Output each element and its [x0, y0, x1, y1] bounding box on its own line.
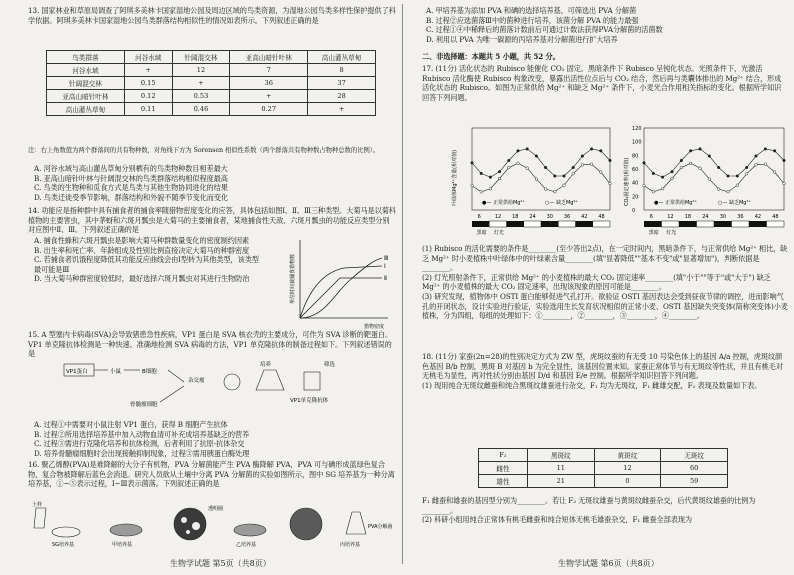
- q13-note: [28, 146, 396, 155]
- q13-cell: +: [308, 103, 376, 116]
- q14-curve-label-3: Ⅲ: [384, 255, 389, 262]
- series-marker: [554, 175, 557, 178]
- q14-curve-2: [300, 278, 382, 318]
- q15-flow-bcell: B细胞: [142, 369, 157, 375]
- series-marker: [671, 177, 674, 180]
- q13-header-3: 亚高山暗针叶林: [230, 51, 308, 64]
- question-13: [28, 6, 396, 25]
- q16-figure: [30, 500, 393, 550]
- q16-options: [426, 6, 788, 44]
- q15-option-d: D. 培养骨髓瘤细胞时会出现接触抑制现象，过程③需用胰蛋白酶处理: [34, 448, 250, 458]
- q13-cell: 36: [230, 77, 308, 90]
- light-period-bar: [697, 221, 715, 227]
- series-marker: [517, 162, 520, 165]
- table-row: [47, 77, 376, 90]
- series-marker: [563, 184, 566, 187]
- q13-cell: 12: [172, 64, 230, 77]
- series-marker: [783, 159, 786, 162]
- x-tick-label: 36: [563, 214, 571, 220]
- light-period-bar: [558, 221, 575, 227]
- series-marker: [535, 178, 538, 181]
- q15-dish-icon: [224, 374, 240, 390]
- q15-flow-mouse: 小鼠: [110, 369, 122, 375]
- question-17: [422, 64, 788, 102]
- q16-label-halo: 透明圈: [208, 506, 224, 512]
- q13-header-2: 针阔混交林: [172, 51, 230, 64]
- plot-frame: [644, 128, 784, 210]
- series-marker: [600, 171, 603, 174]
- q15-option-a: A. 过程①中需要对小鼠注射 VP1 蛋白，获得 B 细胞产生抗体: [34, 420, 228, 429]
- plot-frame: [472, 128, 610, 210]
- q14-option-d: D. 当大菊马种群密度较低时，最好选择六斑月瓢虫对其进行生物防治: [34, 274, 250, 284]
- q15-flow-myeloma: 骨髓瘤细胞: [130, 402, 158, 408]
- light-label: 灯光: [493, 230, 504, 236]
- q18-header-1: 黑斑纹: [527, 449, 594, 462]
- q14-curve-1: [300, 266, 382, 318]
- series-marker: [773, 150, 776, 153]
- series-marker: [581, 164, 584, 167]
- x-tick-label: 18: [512, 214, 519, 220]
- q15-tube-icon: [304, 372, 320, 390]
- q13-options: [34, 164, 396, 202]
- series-marker: [498, 177, 501, 180]
- q13-cell: 0.46: [172, 103, 230, 116]
- q18-cell: 雌性: [479, 462, 528, 475]
- q13-stem: 13. 国家林业和草原局调查了阿琪多美林卡国家湿地公园及周边区域的鸟类资源，为湿地公园鸟类多样性保护提供了科学依据。阿琪多美林卡国家湿地公园鸟类群落结构相似性的情况如表所示。下列叙述正确的是: [28, 6, 396, 25]
- series-marker: [480, 172, 483, 175]
- question-15: [28, 330, 396, 359]
- q18-cell: 0: [594, 475, 661, 488]
- light-period-bar: [489, 221, 506, 227]
- series-marker: [773, 171, 776, 174]
- q13-option-b: B. 亚高山暗针叶林与针阔混交林的鸟类群落结构相似程度最高: [34, 173, 228, 183]
- y-tick-label: 20: [632, 194, 639, 201]
- q13-cell: 0.11: [124, 103, 172, 116]
- x-tick-label: 12: [494, 214, 502, 220]
- q18-cell: 60: [661, 462, 728, 475]
- q14-curve-label-2: Ⅱ: [384, 275, 387, 282]
- x-tick-label: 24: [529, 214, 536, 220]
- q17-mg-content-chart: [448, 122, 616, 240]
- series-marker: [736, 175, 739, 178]
- q18-cell: 59: [661, 475, 728, 488]
- series-marker: [572, 172, 575, 175]
- series-marker: [581, 155, 584, 158]
- q13-table: [46, 50, 376, 116]
- q16-label-soil: 土样: [32, 502, 43, 508]
- dark-period-bar: [576, 221, 593, 227]
- q14-option-c: C. 若捕食者饥饿程度降低其功能反应曲线会由Ⅰ型转为其他类型，该类型最可能是Ⅲ: [34, 255, 259, 274]
- series-marker: [590, 163, 593, 166]
- dark-period-bar: [644, 221, 662, 227]
- q15-options: [34, 420, 396, 458]
- series-marker: [755, 155, 758, 158]
- y-tick-label: 100: [632, 139, 642, 146]
- question-18: [422, 352, 788, 390]
- light-label: 灯光: [666, 230, 677, 236]
- series-marker: [671, 170, 674, 173]
- series-marker: [745, 166, 748, 169]
- q13-cell: 0.12: [124, 90, 172, 103]
- x-tick-label: 42: [754, 214, 762, 220]
- series-marker: [498, 170, 501, 173]
- q16-yi-dish-icon: [234, 524, 266, 536]
- q18-header-2: 黄斑纹: [594, 449, 661, 462]
- q18-sub-1b: F₁ 雌蚕和雄蚕的基因型分别为________。若让 F₂ 无斑纹雄蚕与黄斑纹雌蚕杂交，后代黄斑纹雄蚕的比例为________。: [422, 496, 756, 515]
- q16-stem: 16. 聚乙烯醇(PVA)是难降解的大分子有机物，PVA 分解菌能产生 PVA 酶降解 PVA，PVA 可与碘形成蓝绿色复合物，复合物被降解后蓝色会消退。研究人员欲从土壤中分离 PVA 分解菌的实验如图所示，图中 SG 培养基为一种分离培养基，①~⑤表示过程，Ⅰ~Ⅲ表示菌落。下列叙述正确的是: [28, 460, 395, 489]
- series-marker: [572, 166, 575, 169]
- light-period-bar: [767, 221, 785, 227]
- series-marker: [745, 172, 748, 175]
- series-marker: [661, 187, 664, 190]
- series-marker: [699, 148, 702, 151]
- series-marker: [755, 164, 758, 167]
- x-tick-label: 6: [649, 214, 653, 220]
- series-marker: [508, 159, 511, 162]
- q14-option-a: A. 捕食性蜂和六斑月瓢虫是影响大菊马种群数量变化的密度制约因素: [34, 236, 250, 245]
- series-marker: [717, 188, 720, 191]
- q16-option-a: A. 甲培养基为添加 PVA 和碘的选择培养基，可筛选出 PVA 分解菌: [426, 6, 637, 15]
- q18-header-3: 无斑纹: [661, 449, 728, 462]
- q15-flow-hybridoma: 杂交瘤: [188, 378, 205, 384]
- series-marker: [471, 184, 474, 187]
- dark-label: 黑暗: [476, 230, 487, 236]
- q17-co2-fixation-chart: [620, 122, 790, 240]
- q13-cell: 37: [308, 77, 376, 90]
- series-marker: [764, 163, 767, 166]
- series-line: [644, 163, 784, 192]
- q13-cell: 7: [230, 64, 308, 77]
- series-marker: [680, 166, 683, 169]
- series-marker: [563, 175, 566, 178]
- q15-stem: 15. A 型塞内卡病毒(SVA)会导致猪患急性疾病，VP1 蛋白是 SVA 核衣壳的主要成分，可作为 SVA 诊断的靶蛋白。VP1 单克隆抗体检测是一种快速、准确地检测 SVA 病毒的方法，VP1 单克隆抗体的制备过程如下。下列叙述错误的是: [28, 330, 393, 359]
- series-marker: [535, 155, 538, 158]
- q18-table: [478, 448, 728, 488]
- legend-normal: ●— 正常供给Mg²⁺: [654, 200, 698, 206]
- series-marker: [526, 148, 529, 151]
- series-marker: [727, 190, 730, 193]
- x-tick-label: 48: [598, 214, 605, 220]
- y-tick-label: 80: [632, 153, 639, 160]
- q15-flow-culture: 培养: [260, 362, 272, 368]
- q16-plate2-icon: [290, 508, 322, 540]
- q15-flow-antibody: VP1单克隆抗体: [290, 398, 329, 404]
- y-tick-label: 40: [632, 180, 639, 187]
- q13-cell: +: [172, 77, 230, 90]
- q15-flask-icon: [256, 370, 284, 390]
- q17-sub-1: (1) Rubisco 的活化需要的条件是________(至少答出2点)，在一定时间内，黑暗条件下，与正常供给 Mg²⁺ 相比，缺乏 Mg²⁺ 时小麦植株中叶绿体中的叶绿素含量________(填"显著降低""基本不变"或"显著增加")，判断依据是________。: [422, 244, 788, 273]
- series-marker: [600, 150, 603, 153]
- q13-cell: 28: [308, 90, 376, 103]
- series-marker: [717, 166, 720, 169]
- q18-cell: 21: [527, 475, 594, 488]
- series-marker: [708, 178, 711, 181]
- q13-cell: +: [230, 90, 308, 103]
- table-row: [47, 90, 376, 103]
- q17-sub-3: (3) 研究发现，植物体中 OSTI 蛋白能够促进气孔打开。欲验证 OSTI 基因表达会受到昼夜节律的调控，进而影响气孔的开闭状态，设计实验进行验证，实验选用生长发育状况相似的正常小麦、OSTI 基因缺失突变体(简称突变体)小麦植株，分为四组，每组的处理如下：①________，②________，③________，④________。: [422, 291, 788, 321]
- right-footer: 生物学试题 第6页（共8页）: [558, 559, 659, 568]
- q13-cell: 河谷水域: [47, 64, 125, 77]
- q13-header-1: 河谷水域: [124, 51, 172, 64]
- left-footer: 生物学试题 第5页（共8页）: [170, 559, 271, 568]
- series-marker: [544, 188, 547, 191]
- dark-period-bar: [472, 221, 489, 227]
- series-marker: [764, 148, 767, 151]
- q13-option-a: A. 河谷水域与高山灌丛草甸分别栖有的鸟类物种数目相差最大: [34, 164, 228, 173]
- table-row: [47, 103, 376, 116]
- q16-option-d: D. 利用以 PVA 为唯一碳源的丙培养基对分解菌进行扩大培养: [426, 34, 618, 44]
- right-page: [408, 0, 794, 575]
- q16-option-b: B. 过程②应选菌落Ⅲ中的菌种进行培养，该菌分解 PVA 的能力最强: [426, 15, 639, 25]
- series-marker: [699, 167, 702, 170]
- legend-deficient: ○— 缺乏Mg²⁺: [545, 200, 579, 206]
- q14-response-chart: [284, 234, 396, 334]
- y-tick-label: 0: [632, 208, 636, 214]
- dark-period-bar: [679, 221, 697, 227]
- q18-cell: 12: [594, 462, 661, 475]
- x-tick-label: 24: [702, 214, 709, 220]
- x-tick-label: 30: [719, 214, 727, 220]
- q14-x-label: 猎物密度: [364, 324, 385, 330]
- q17-stem: 17. (11分) 活化状态的 Rubisco 能催化 CO₂ 固定。黑暗条件下 Rubisco 呈钝化状态。光照条件下，光激活 Rubisco 活化酶使 Rubisco 构象改变，暴露出活性位点后与 CO₂ 结合，然后再与类囊体排出的 Mg²⁺ 结合，形成活化状态的 Rubisco。如图为正常供给 Mg²⁺ 和缺乏 Mg²⁺ 条件下，小麦光合作用相关指标的变化。根据所学知识回答下列问题。: [422, 64, 782, 102]
- q16-bing-flask-icon: [346, 512, 366, 534]
- q17-subquestions: [422, 244, 788, 321]
- light-period-bar: [732, 221, 750, 227]
- y-tick-label: 60: [632, 167, 639, 173]
- q13-cell: 0.53: [172, 90, 230, 103]
- q16-label-jia: 甲培养基: [112, 542, 133, 548]
- series-marker: [689, 162, 692, 165]
- light-period-bar: [593, 221, 610, 227]
- q16-option-c: C. 过程①④中稀释后的菌落计数前后可通过计数法获得PVA分解菌的活菌数: [426, 25, 663, 35]
- q18-sub-2: (2) 科研小组用纯合正常体有桃毛雌蚕和纯合短体无桃毛雄蚕杂交，F₁ 雌蚕全部表现为: [422, 515, 692, 525]
- q17-sub-2: (2) 灯光照射条件下，正常供给 Mg²⁺ 的小麦植株的最大 CO₂ 固定速率________(填"小于""等于"或"大于") 缺乏 Mg²⁺ 的小麦植株的最大 CO₂ 固定速率，出现该现象的原因可能是________。: [422, 272, 771, 292]
- dark-label: 黑暗: [648, 230, 659, 236]
- q14-option-b: B. 出生率和死亡率、年龄组成及性别比例直接决定大菊马的种群密度: [34, 245, 250, 255]
- q13-cell: +: [124, 64, 172, 77]
- q13-cell: 8: [308, 64, 376, 77]
- light-period-bar: [662, 221, 680, 227]
- q16-soil-tube-icon: [34, 508, 46, 528]
- series-marker: [783, 182, 786, 185]
- dark-period-bar: [749, 221, 767, 227]
- y-tick-label: 120: [632, 126, 642, 132]
- series-marker: [736, 184, 739, 187]
- q16-label-pva: PVA分解菌: [368, 524, 393, 530]
- section-heading: 二、非选择题：本题共 5 小题，共 52 分。: [422, 52, 560, 61]
- q16-label-yi: 乙培养基: [236, 542, 257, 548]
- series-marker: [609, 182, 612, 185]
- series-marker: [643, 162, 646, 165]
- dark-period-bar: [714, 221, 732, 227]
- series-marker: [526, 167, 529, 170]
- series-line: [472, 149, 610, 177]
- x-tick-label: 42: [581, 214, 588, 220]
- series-marker: [480, 191, 483, 194]
- q15-option-c: C. 过程③需进行克隆化培养和抗体检测，后者利用了抗原-抗体杂交: [34, 439, 245, 449]
- q14-y-label: 单位时间被捕食猎物数: [290, 253, 296, 304]
- series-line: [644, 149, 784, 177]
- q14-options: [34, 236, 264, 284]
- x-tick-label: 30: [546, 214, 553, 220]
- q13-cell: 高山灌丛草甸: [47, 103, 125, 116]
- q13-note-text: 注：右上角数值为两个群落间的共有物种数，对角线下方为 Sorensen 相似性系数（两个群落共有物种数占物种总数的比例）。: [28, 146, 380, 154]
- legend-normal: ●— 正常供给Mg²⁺: [482, 200, 526, 206]
- dark-period-bar: [541, 221, 558, 227]
- series-marker: [544, 166, 547, 169]
- q18-continued: [422, 496, 788, 525]
- q13-cell: 0.15: [124, 77, 172, 90]
- series-marker: [590, 148, 593, 151]
- q15-flow-screen: 筛选: [324, 362, 336, 368]
- series-marker: [643, 184, 646, 187]
- series-marker: [689, 150, 692, 153]
- table-row: [479, 462, 728, 475]
- series-marker: [489, 176, 492, 179]
- x-tick-label: 12: [667, 214, 674, 220]
- q18-sub-1: (1) 现用纯合无斑纹雌蚕和纯合黑斑纹雄蚕进行杂交，F₁ 均为无斑纹，F₁ 雌雄交配，F₂ 表现及数量如下表。: [422, 380, 762, 390]
- series-marker: [661, 176, 664, 179]
- q18-cell: 11: [527, 462, 594, 475]
- q16-colony-plate-icon: [174, 508, 206, 540]
- q14-curve-label-1: Ⅰ: [384, 263, 386, 270]
- y-axis-label: CO₂固定速率(相对值): [624, 157, 630, 206]
- q13-header-4: 高山灌丛草甸: [308, 51, 376, 64]
- legend-deficient: ○— 缺乏Mg²⁺: [718, 200, 752, 206]
- q16-label-bing: 丙培养基: [340, 542, 361, 548]
- q16-label-sg: SG培养基: [52, 542, 75, 548]
- q13-option-d: D. 鸟类迁徙受季节影响，群落结构和外貌不随季节变化而变化: [34, 192, 229, 202]
- series-marker: [554, 190, 557, 193]
- series-marker: [489, 187, 492, 190]
- question-14: [28, 206, 396, 235]
- q13-cell: 亚高山暗针叶林: [47, 90, 125, 103]
- series-line: [472, 163, 610, 192]
- series-marker: [652, 191, 655, 194]
- x-tick-label: 36: [737, 214, 744, 220]
- light-period-bar: [524, 221, 541, 227]
- q18-stem: 18. (11分) 家蚕(2n=28)的性别决定方式为 ZW 型，虎斑纹蚕的有无受 10 号染色体上的基因 A/a 控制，虎斑纹颜色基因 B/b 控制，黑斑 B 对基因 b 为完全显性，该基因位置未知。家蚕正常体节与有无斑纹等性状，并且有桃毛对无桃毛为显性，两对性状分别由基因 D/d 和基因 E/e 控制。根据所学知识回答下列问题。: [422, 352, 783, 381]
- series-marker: [517, 150, 520, 153]
- q18-cell: 雄性: [479, 475, 528, 488]
- series-marker: [508, 166, 511, 169]
- q13-cell: 0.27: [230, 103, 308, 116]
- question-16: [28, 460, 396, 489]
- series-marker: [727, 175, 730, 178]
- table-row: [47, 64, 376, 77]
- q14-stem: 14. 功能应是指种群中具有捕食者的捕食率随猎物密度变化的应答，具体包括如图Ⅰ、Ⅱ、Ⅲ三种类型。大菊马是以菊科植物的主要害虫，其中茅蚜和六斑月瓢虫是大菊马的主要捕食者，某地捕食性天敌、六斑月瓢虫的功能反应类型分别对应图中Ⅱ、Ⅲ。下列叙述正确的是: [28, 206, 396, 235]
- series-marker: [680, 159, 683, 162]
- q16-jia-dish-icon: [110, 524, 142, 536]
- q15-flowchart: [60, 358, 390, 418]
- series-marker: [652, 172, 655, 175]
- x-tick-label: 18: [684, 214, 692, 220]
- y-axis-label: 叶绿体Mg²⁺含量(相对值): [452, 149, 458, 206]
- q18-header-0: F₂: [479, 449, 528, 462]
- q13-cell: 针阔混交林: [47, 77, 125, 90]
- series-marker: [708, 155, 711, 158]
- series-marker: [609, 159, 612, 162]
- x-tick-label: 6: [477, 214, 481, 220]
- dark-period-bar: [507, 221, 524, 227]
- series-marker: [471, 162, 474, 165]
- x-tick-label: 48: [772, 214, 779, 220]
- page-divider: [402, 4, 403, 564]
- q13-option-c: C. 鸟类的生物种和觅食方式是鸟类与其他生物协同进化的结果: [34, 183, 228, 193]
- q16-sg-dish-icon: [52, 527, 80, 537]
- table-row: [479, 475, 728, 488]
- q15-flow-vp1: VP1蛋白: [66, 369, 88, 375]
- q15-option-b: B. 过程②所用选择培养基中加入动物血清可补充成培养基缺乏的营养: [34, 429, 250, 439]
- q13-header-0: 鸟类群落: [47, 51, 125, 64]
